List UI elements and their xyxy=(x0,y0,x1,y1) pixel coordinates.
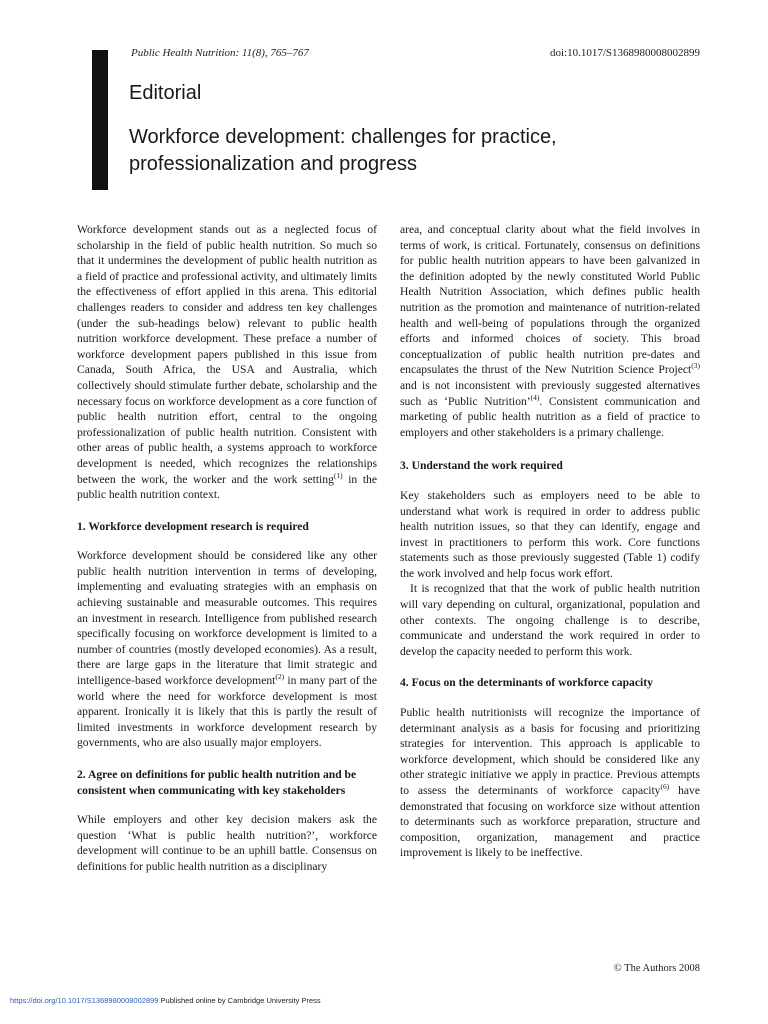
section-label: Editorial xyxy=(129,82,202,104)
paragraph-work-context: It is recognized that that the work of public health nutrition will vary depending on cultural, organizational, population and other contexts. The ongoing challenge is to describe, communicate and understand the work required in order to develop the capacity needed to perform this work. xyxy=(400,582,700,658)
heading-work-required: 3. Understand the work required xyxy=(400,459,563,473)
citation-ref[interactable]: (6) xyxy=(660,782,670,792)
paragraph-determinants: Public health nutritionists will recognize the importance of determinant analysis as a basis for focusing and prioritizing strategies for intervention. This approach is applicable to workforce development, which should be considered like any other strategic initiative we apply in practice. Previous attempts to assess the determinants of workforce capacity$^{(6)}$ have demonstrated that focusing on workforce size without attention to determinants such as workforce preparation, structure and composition, organization, management and practice improvement is likely to be ineffective. xyxy=(400,706,700,860)
left-column xyxy=(77,222,377,875)
right-column xyxy=(400,222,700,861)
heading-definitions: 2. Agree on definitions for public health nutrition and be consistent when communicating with key stakeholders xyxy=(77,768,357,797)
citation-ref[interactable]: (2) xyxy=(275,672,285,682)
doi-header: doi:10.1017/S1368980008002899 xyxy=(549,47,700,59)
copyright-notice: © The Authors 2008 xyxy=(613,963,700,974)
journal-citation: Public Health Nutrition: 11(8), 765–767 xyxy=(131,47,309,59)
paragraph-definitions-cont: area, and conceptual clarity about what the field involves in terms of work, is critical. Fortunately, consensus on definitions for public health nutrition appears to have been galvanized in the definition adopted by the newly constituted World Public Health Nutrition Association, which defines public health nutrition as the promotion and maintenance of nutrition-related health and well-being of populations through the organized efforts and informed choices of society. This broad conceptualization of public health nutrition pre-dates and encapsulates the thrust of the New Nutrition Science Project$^{(3)}$ and is not inconsistent with previously suggested alternatives such as ‘Public Nutrition’$^{(4)}$. Consistent communication and marketing of public health nutrition as a field of practice to employers and other stakeholders is a primary challenge. xyxy=(400,223,700,439)
published-notice: Published online by Cambridge University Press xyxy=(158,996,321,1005)
doi-link[interactable]: https://doi.org/10.1017/S1368980008002899 xyxy=(10,996,159,1005)
paragraph-research: Workforce development should be considered like any other public health nutrition intervention in terms of developing, implementing and evaluating strategies with an emphasis on achieving sustainable and measurable outcomes. This requires an investment in research. Intelligence from published research specifically focusing on workforce development is limited to a number of countries (mostly developed economies). As a result, there are large gaps in the literature that limit strategic and intelligence-based workforce development$^{(2)}$ in many part of the world where the need for workforce development is most apparent. Ironically it is likely that this is partly the result of limited investments in workforce development research by governments, who are also usually major employers. xyxy=(77,549,378,750)
page-footer xyxy=(10,996,321,1005)
article-title: Workforce development: challenges for practice, professionalization and progress xyxy=(129,126,557,175)
citation-ref[interactable]: (3) xyxy=(691,361,700,371)
paragraph-work-required: Key stakeholders such as employers need to be able to understand what work is required in order to address public health nutrition issues, so that they can identify, engage and invest in practitioners to perform this work. Core functions statements such as those previously suggested (Table 1) codify the work involved and help focus work effort. xyxy=(400,488,700,580)
intro-paragraph: Workforce development stands out as a neglected focus of scholarship in the field of public health nutrition. So much so that it undermines the development of public health nutrition as a field of practice and professional activity, and ultimately limits the effectiveness of effort applied in this arena. This editorial challenges readers to consider and address ten key challenges (under the sub-headings below) relevant to public health nutrition workforce development. These preface a number of workforce development papers published in this issue from Canada, South Africa, the USA and Australia, which collectively should stimulate further debate, scholarship and the necessary focus on workforce development as a core function of public health nutrition effort, central to the ongoing professionalization of public health nutrition. Consistent with other areas of public health, a systems approach to workforce development is needed, which recognizes the relationships between the work, the worker and the work setting$^{(1)}$ in the public health nutrition context. xyxy=(77,223,377,502)
editorial-marker-bar xyxy=(92,50,108,190)
citation-ref[interactable]: (1) xyxy=(333,470,343,480)
heading-determinants: 4. Focus on the determinants of workforce capacity xyxy=(400,676,653,690)
heading-research: 1. Workforce development research is required xyxy=(77,519,309,533)
citation-ref[interactable]: (4) xyxy=(530,392,540,402)
paragraph-definitions: While employers and other key decision makers ask the question ‘What is public health nutrition?’, workforce development will continue to be an uphill battle. Consensus on definitions for public health nutrition as a disciplinary xyxy=(77,813,377,873)
